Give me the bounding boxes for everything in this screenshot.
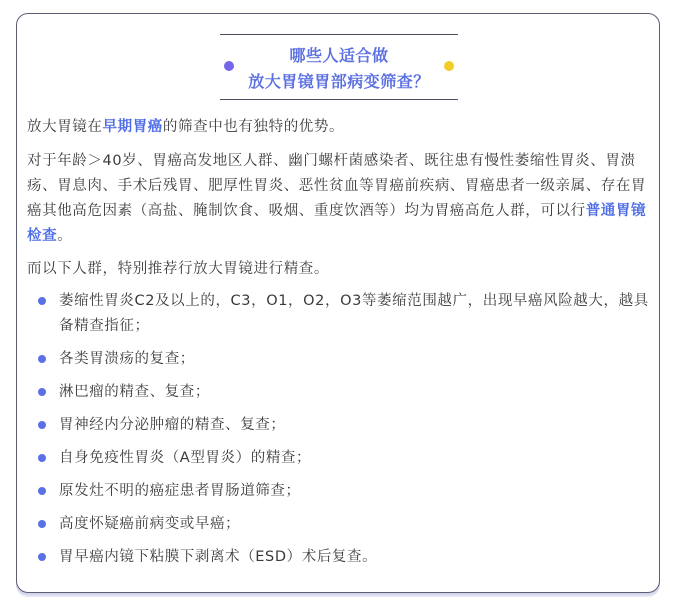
list-item xyxy=(27,347,651,372)
list-item xyxy=(27,479,651,504)
title-banner xyxy=(220,34,458,100)
high-risk-paragraph xyxy=(27,149,651,249)
recommend-intro: 而以下人群，特别推荐行放大胃镜进行精查。 xyxy=(27,261,329,277)
bullet-dot-icon xyxy=(38,454,46,462)
high-risk-text: 对于年龄＞40岁、胃癌高发地区人群、幽门螺杆菌感染者、既往患有慢性萎缩性胃炎、胃溃疡、胃息肉、手术后残胃、肥厚性胃炎、恶性贫血等胃癌前疾病、胃癌患者一级亲属、存在胃癌其他高危因素（高盐、腌制饮食、吸烟、重度饮酒等）均为胃癌高危人群，可以行 xyxy=(27,153,647,219)
list-item-text: 淋巴瘤的精查、复查； xyxy=(59,384,210,400)
bullet-dot-icon xyxy=(38,355,46,363)
list-item-text: 胃神经内分泌肿瘤的精查、复查； xyxy=(59,417,286,433)
list-item-text: 胃早癌内镜下粘膜下剥离术（ESD）术后复查。 xyxy=(59,549,378,565)
intro-text-after: 的筛查中也有独特的优势。 xyxy=(162,119,345,135)
bullet-dot-icon xyxy=(38,388,46,396)
list-item xyxy=(27,446,651,471)
list-item xyxy=(27,413,651,438)
bullet-dot-icon xyxy=(38,297,46,305)
high-risk-highlight: 普通胃镜检查 xyxy=(27,203,647,244)
bullet-dot-icon xyxy=(38,520,46,528)
list-item-text: 高度怀疑癌前病变或早癌； xyxy=(59,516,241,532)
list-item-text: 萎缩性胃炎C2及以上的，C3，O1，O2，O3等萎缩范围越广，出现早癌风险越大，越具备精查指征； xyxy=(59,293,649,334)
list-item xyxy=(27,289,651,339)
list-item xyxy=(27,380,651,405)
title-line-2: 放大胃镜胃部病变筛查？ xyxy=(248,72,430,91)
list-item-text: 原发灶不明的癌症患者胃肠道筛查； xyxy=(59,483,301,499)
recommend-list xyxy=(27,289,651,578)
bullet-dot-icon xyxy=(38,553,46,561)
intro-text-before: 放大胃镜在 xyxy=(27,119,103,135)
content-card xyxy=(16,13,660,593)
list-item xyxy=(27,512,651,537)
list-item-text: 各类胃溃疡的复查； xyxy=(59,351,195,367)
list-item-text: 自身免疫性胃炎（A型胃炎）的精查； xyxy=(59,450,312,466)
bullet-dot-icon xyxy=(38,421,46,429)
intro-highlight: 早期胃癌 xyxy=(102,119,163,135)
intro-paragraph xyxy=(27,115,651,140)
title-line-1: 哪些人适合做 xyxy=(289,46,389,65)
high-risk-end: 。 xyxy=(57,228,73,244)
list-item xyxy=(27,545,651,570)
bullet-dot-icon xyxy=(38,487,46,495)
